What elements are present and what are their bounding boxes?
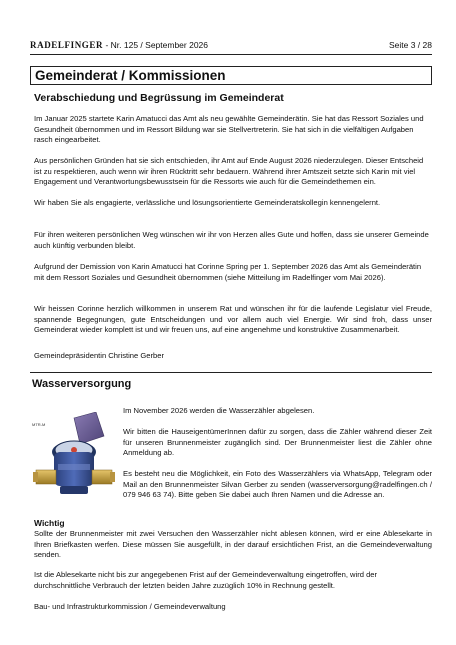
water-meter-illustration bbox=[30, 412, 116, 512]
page-header bbox=[30, 39, 432, 51]
section-divider bbox=[30, 372, 432, 373]
signature-line: Bau- und Infrastrukturkommission / Gemeindeverwaltung bbox=[34, 602, 226, 611]
paragraph: Im Januar 2025 startete Karin Amatucci das Amt als neu gewählte Gemeinderätin. Sie hat das Ressort Soziales und Gesundheit übernommen und im Ressort Bildung war sie Stellvertreterin. Sie hat sich in die vielfältigen Aufgaben rasch eingearbeitet. bbox=[34, 114, 424, 144]
signature-line: Gemeindepräsidentin Christine Gerber bbox=[34, 351, 165, 360]
paragraph: Wir haben Sie als engagierte, verlässliche und lösungsorientierte Gemeinderatskollegin kennengelernt. bbox=[34, 198, 381, 207]
paragraph: Es besteht neu die Möglichkeit, ein Foto des Wasserzählers via WhatsApp, Telegram oder Mail an den Brunnenmeister Silvan Gerber zu senden (wasserversorgung@radelfingen.ch / 079 946 63 74). Bitte geben Sie dabei auch Ihren Namen und die Adresse an. bbox=[123, 469, 432, 499]
newsletter-brand: RADELFINGER bbox=[30, 40, 104, 50]
water-meter-image bbox=[30, 412, 116, 512]
paragraph: Im November 2026 werden die Wasserzähler abgelesen. bbox=[123, 406, 315, 415]
meter-model-label: MTR-M bbox=[32, 422, 46, 427]
page-number: Seite 3 / 28 bbox=[388, 40, 432, 50]
issue-info: - Nr. 125 / September 2026 bbox=[103, 40, 209, 50]
article-heading-wasserversorgung: Wasserversorgung bbox=[32, 378, 132, 390]
section-title-box bbox=[30, 66, 432, 85]
paragraph: Wir bitten die HauseigentümerInnen dafür zu sorgen, dass die Zähler während dieser Zeit für unseren Brunnenmeister zugänglich sind. Der Brunnenmeister liest die Zähler ohne Anmeldung ab. bbox=[123, 427, 432, 457]
header-divider bbox=[30, 54, 432, 55]
paragraph: Ist die Ablesekarte nicht bis zur angegebenen Frist auf der Gemeindeverwaltung eingetroffen, wird der durchschnittliche Verbrauch der letzten beiden Jahre zuzüglich 10% in Rechnung gestellt. bbox=[34, 570, 378, 590]
article-heading-gemeinderat: Verabschiedung und Begrüssung im Gemeinderat bbox=[34, 92, 284, 104]
section-title: Gemeinderat / Kommissionen bbox=[35, 68, 226, 83]
paragraph: Aus persönlichen Gründen hat sie sich entschieden, ihr Amt auf Ende August 2026 niederzulegen. Dieser Entscheid ist zu respektieren, auch wenn wir ihren Rücktritt sehr bedauern. Während ihrer Amtszeit setzte sich Karin mit viel Engagement und Verantwortungsbewusstsein für die Ressorts wie auch für die Gemeindethemen ein. bbox=[34, 156, 424, 186]
paragraph: Sollte der Brunnenmeister mit zwei Versuchen den Wasserzähler nicht ablesen können, wird er eine Ablesekarte in Ihren Briefkasten werfen. Diese müssen Sie ausgefüllt, in der darauf ersichtlichen Frist, an die Gemeindeverwaltung senden. bbox=[34, 529, 432, 559]
paragraph: Aufgrund der Demission von Karin Amatucci hat Corinne Spring per 1. September 2026 das Amt als Gemeinderätin mit dem Ressort Soziales und Gesundheit übernommen (siehe Mitteilung im Radelfinger vom Mai 2026). bbox=[34, 262, 422, 282]
paragraph: Für ihren weiteren persönlichen Weg wünschen wir ihr von Herzen alles Gute und hoffen, dass sie unserer Gemeinde auch künftig verbunden bleibt. bbox=[34, 230, 429, 250]
paragraph: Wir heissen Corinne herzlich willkommen in unserem Rat und wünschen ihr für die laufende Legislatur viel Freude, spannende Begegnungen, gute Entscheidungen und vor allem auch viel Energie. Wir sind froh, dass unser Gemeinderat wieder komplett ist und wir freuen uns, auf eine angenehme und konstruktive Zusammenarbeit. bbox=[34, 304, 432, 334]
header-left bbox=[30, 39, 208, 51]
important-heading: Wichtig bbox=[34, 518, 65, 528]
